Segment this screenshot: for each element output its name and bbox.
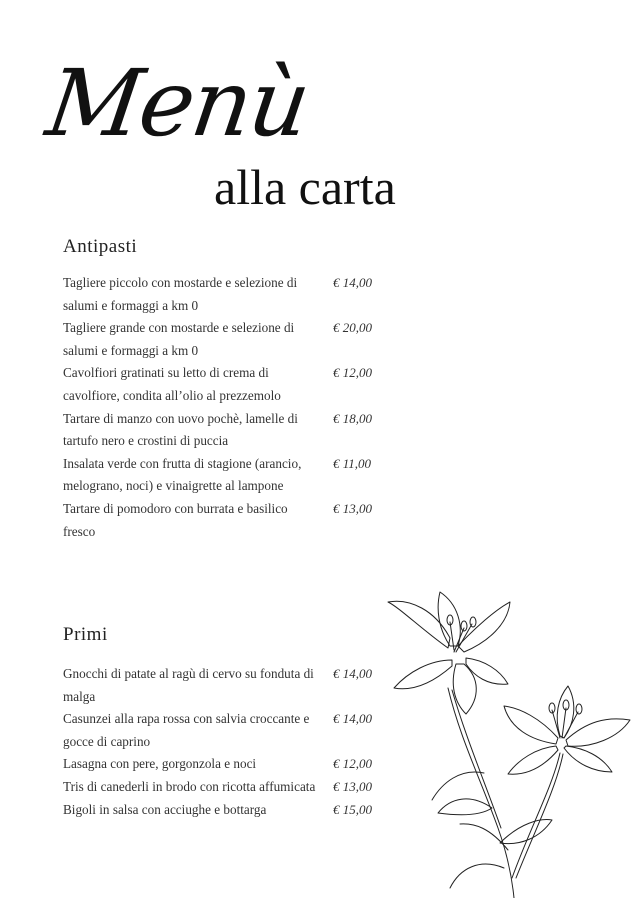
item-name: Tris di canederli in brodo con ricotta affumicata	[63, 778, 316, 794]
primi-list	[63, 663, 393, 821]
item-name: Insalata verde con frutta di stagione (arancio, melograno, noci) e vinaigrette al lampone	[63, 455, 302, 494]
menu-item	[63, 362, 393, 407]
item-name: Cavolfiori gratinati su letto di crema di cavolfiore, condita all’olio al prezzemolo	[63, 365, 281, 403]
menu-item	[63, 317, 393, 362]
menu-subtitle: alla carta	[214, 159, 396, 215]
lily-flower-icon	[380, 588, 638, 898]
menu-item	[63, 272, 393, 317]
item-name: Gnocchi di patate al ragù di cervo su fonduta di malga	[63, 666, 314, 704]
item-price: € 14,00	[333, 275, 372, 290]
item-name: Bigoli in salsa con acciughe e bottarga	[63, 801, 267, 817]
item-price: € 18,00	[333, 410, 372, 426]
menu-item	[63, 799, 393, 822]
item-price: € 14,00	[333, 666, 372, 681]
item-price: € 15,00	[333, 801, 372, 817]
menu-item	[63, 776, 393, 799]
menu-title: Menù	[40, 50, 315, 157]
section-title-antipasti: Antipasti	[63, 236, 138, 257]
menu-item	[63, 663, 393, 708]
antipasti-list	[63, 272, 393, 543]
item-price: € 13,00	[333, 778, 372, 794]
section-title-primi: Primi	[63, 624, 108, 645]
item-name: Tagliere grande con mostarde e selezione di salumi e formaggi a km 0	[63, 320, 295, 358]
item-name: Tagliere piccolo con mostarde e selezione di salumi e formaggi a km 0	[63, 275, 298, 313]
menu-item	[63, 408, 393, 453]
item-name: Tartare di manzo con uovo pochè, lamelle di tartufo nero e crostini di puccia	[63, 410, 298, 449]
item-price: € 20,00	[333, 320, 372, 336]
item-name: Lasagna con pere, gorgonzola e noci	[63, 756, 257, 772]
item-price: € 14,00	[333, 711, 372, 727]
menu-item	[63, 498, 393, 543]
item-price: € 12,00	[333, 756, 372, 772]
menu-item	[63, 453, 393, 498]
item-price: € 12,00	[333, 365, 372, 381]
menu-item	[63, 753, 393, 776]
menu-item	[63, 708, 393, 753]
item-price: € 11,00	[333, 455, 372, 471]
item-price: € 13,00	[333, 500, 372, 516]
item-name: Casunzei alla rapa rossa con salvia croccante e gocce di caprino	[63, 711, 310, 749]
item-name: Tartare di pomodoro con burrata e basilico fresco	[63, 500, 288, 539]
